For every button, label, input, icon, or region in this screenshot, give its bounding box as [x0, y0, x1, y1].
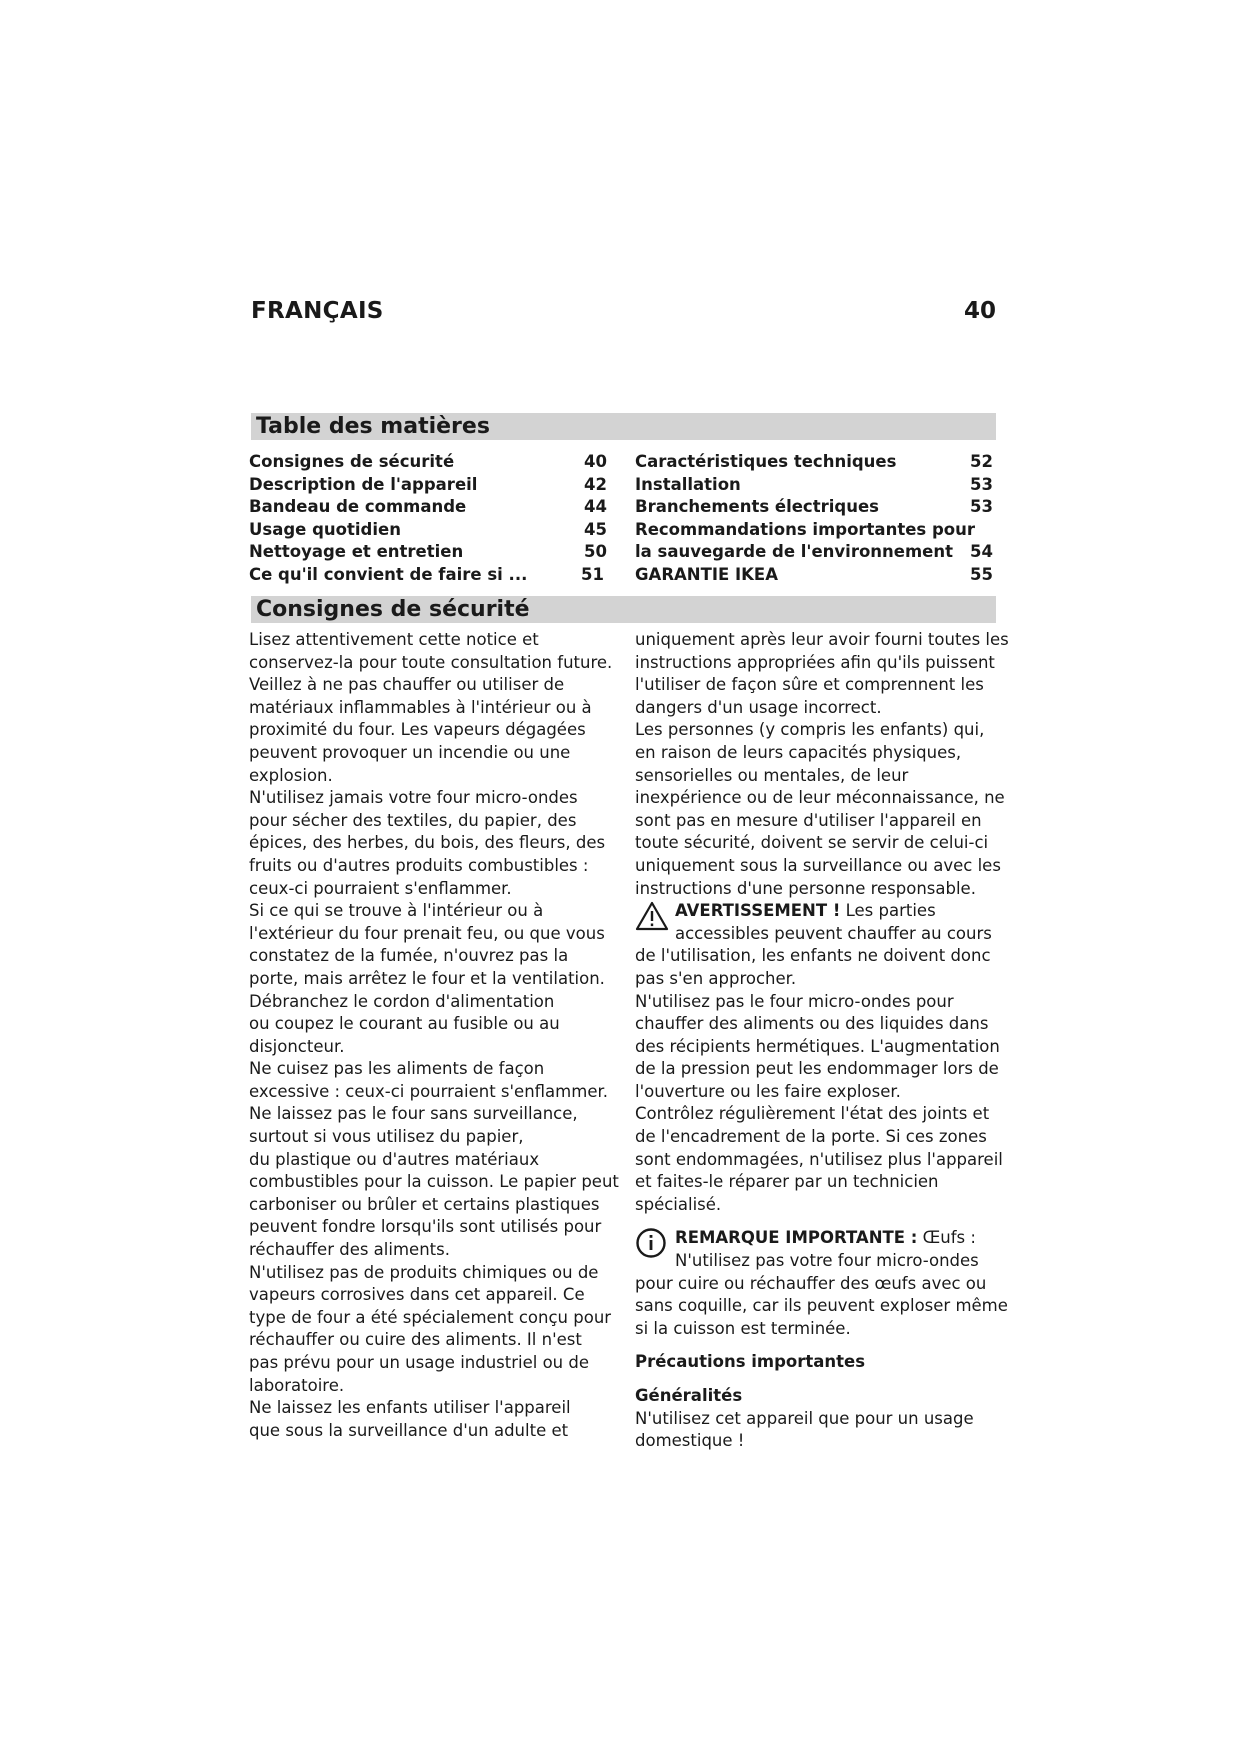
toc-entry[interactable]: Description de l'appareil 42	[249, 474, 607, 497]
text-line: combustibles pour la cuisson. Le papier peut	[249, 1172, 619, 1192]
text-line: Les personnes (y compris les enfants) qui,	[635, 720, 985, 740]
toc-entry[interactable]: Recommandations importantes pour	[635, 519, 975, 539]
text-line: pour sécher des textiles, du papier, des	[249, 810, 577, 830]
text-line: laboratoire.	[249, 1375, 345, 1395]
toc-entry[interactable]: Branchements électriques 53	[635, 496, 993, 519]
text-line: domestique !	[635, 1431, 745, 1451]
toc-entry[interactable]: Usage quotidien 45	[249, 519, 607, 542]
safety-heading-bar	[251, 596, 996, 623]
text-line: l'extérieur du four prenait feu, ou que vous	[249, 923, 605, 943]
text-line: sont endommagées, n'utilisez plus l'appareil	[635, 1149, 1003, 1169]
safety-left-column	[249, 629, 619, 1442]
text-line: toute sécurité, doivent se servir de celui-ci	[635, 833, 989, 853]
text-line: des récipients hermétiques. L'augmentation	[635, 1036, 1000, 1056]
text-line: réchauffer des aliments.	[249, 1240, 450, 1260]
toc-entry[interactable]: Consignes de sécurité 40	[249, 451, 607, 474]
important-line: si la cuisson est terminée.	[635, 1318, 851, 1338]
toc-page: 40	[584, 452, 607, 471]
text-line: proximité du four. Les vapeurs dégagées	[249, 720, 586, 740]
text-line: explosion.	[249, 765, 333, 785]
page-number: 40	[963, 298, 996, 324]
text-line: réchauffer ou cuire des aliments. Il n'est	[249, 1330, 582, 1350]
toc-entry[interactable]: Caractéristiques techniques 52	[635, 451, 993, 474]
toc-page: 52	[970, 452, 993, 471]
toc-page: 50	[584, 542, 607, 562]
toc-page: 55	[970, 564, 993, 584]
text-line: excessive : ceux-ci pourraient s'enflammer.	[249, 1081, 608, 1101]
toc-left-column	[249, 451, 607, 587]
text-line: pas prévu pour un usage industriel ou de	[249, 1353, 589, 1372]
text-line: peuvent provoquer un incendie ou une	[249, 742, 571, 762]
important-notice	[635, 1227, 1008, 1340]
warning-triangle-icon	[635, 901, 669, 938]
text-line: Si ce qui se trouve à l'intérieur ou à	[249, 901, 544, 921]
toc-entry[interactable]: Nettoyage et entretien 50	[249, 541, 607, 564]
text-line: fruits ou d'autres produits combustibles :	[249, 855, 589, 875]
warning-line: de l'utilisation, les enfants ne doivent donc	[635, 946, 991, 966]
text-line: Ne cuisez pas les aliments de façon	[249, 1059, 545, 1079]
text-line: conservez-la pour toute consultation future.	[249, 652, 613, 672]
text-line: N'utilisez cet appareil que pour un usage	[635, 1408, 974, 1428]
text-line: Lisez attentivement cette notice et	[249, 630, 539, 649]
important-line: N'utilisez pas votre four micro-ondes	[675, 1251, 979, 1271]
text-line: ou coupez le courant au fusible ou au	[249, 1014, 560, 1034]
toc-entry[interactable]: Bandeau de commande 44	[249, 496, 607, 519]
warning-line: accessibles peuvent chauffer au cours	[675, 923, 992, 943]
text-line: carboniser ou brûler et certains plastiques	[249, 1194, 600, 1214]
text-line: de l'encadrement de la porte. Si ces zones	[635, 1127, 987, 1147]
text-line: surtout si vous utilisez du papier,	[249, 1127, 524, 1147]
text-line: et faites-le réparer par un technicien	[635, 1172, 939, 1192]
precautions-heading: Précautions importantes	[635, 1352, 866, 1372]
text-line: spécialisé.	[635, 1194, 722, 1214]
text-line: dangers d'un usage incorrect.	[635, 697, 882, 717]
language-title: FRANÇAIS	[251, 298, 384, 324]
toc-entry[interactable]: Installation 53	[635, 474, 993, 497]
toc-page: 42	[584, 474, 607, 494]
text-line: du plastique ou d'autres matériaux	[249, 1149, 540, 1169]
toc-entry[interactable]: Ce qu'il convient de faire si ... 51	[249, 564, 607, 587]
text-line: inexpérience ou de leur méconnaissance, ne	[635, 788, 1005, 808]
toc-heading-bar	[251, 413, 996, 440]
important-line: sans coquille, car ils peuvent exploser même	[635, 1296, 1008, 1316]
toc-title: Table des matières	[256, 414, 490, 439]
text-line: sont pas en mesure d'utiliser l'appareil en	[635, 810, 982, 830]
text-line: que sous la surveillance d'un adulte et	[249, 1420, 569, 1440]
toc-page: 51	[581, 564, 604, 584]
text-line: disjoncteur.	[249, 1036, 345, 1056]
text-line: porte, mais arrêtez le four et la ventilation.	[249, 968, 605, 988]
safety-right-column	[635, 629, 1009, 1453]
important-line: REMARQUE IMPORTANTE : Œufs :	[675, 1228, 976, 1248]
text-line: type de four a été spécialement conçu pour	[249, 1307, 612, 1327]
warning-line: pas s'en approcher.	[635, 968, 797, 988]
toc-right-column	[635, 451, 993, 587]
text-line: constatez de la fumée, n'ouvrez pas la	[249, 946, 569, 966]
text-line: l'utiliser de façon sûre et comprennent les	[635, 675, 984, 695]
text-line: Débranchez le cordon d'alimentation	[249, 991, 555, 1011]
toc-page: 44	[584, 497, 607, 517]
toc-page: 53	[970, 474, 993, 494]
toc-page: 53	[970, 497, 993, 517]
text-line: épices, des herbes, du bois, des fleurs, des	[249, 833, 606, 853]
text-line: chauffer des aliments ou des liquides dans	[635, 1014, 989, 1034]
safety-title: Consignes de sécurité	[256, 597, 530, 622]
text-line: instructions d'une personne responsable.	[635, 878, 976, 898]
text-line: de la pression peut les endommager lors de	[635, 1059, 999, 1079]
text-line: en raison de leurs capacités physiques,	[635, 742, 962, 762]
warning-notice	[635, 900, 997, 990]
text-line: matériaux inflammables à l'intérieur ou à	[249, 697, 592, 717]
text-line: Veillez à ne pas chauffer ou utiliser de	[249, 675, 565, 695]
text-line: sensorielles ou mentales, de leur	[635, 765, 909, 785]
text-line: N'utilisez pas le four micro-ondes pour	[635, 991, 954, 1011]
toc-page: 45	[584, 519, 607, 539]
text-line: N'utilisez jamais votre four micro-ondes	[249, 788, 578, 808]
important-line: pour cuire ou réchauffer des œufs avec ou	[635, 1273, 987, 1293]
toc-entry[interactable]: la sauvegarde de l'environnement 54	[635, 541, 993, 564]
important-label: REMARQUE IMPORTANTE :	[675, 1228, 918, 1248]
text-line: l'ouverture ou les faire exploser.	[635, 1081, 901, 1101]
text-line: peuvent fondre lorsqu'ils sont utilisés pour	[249, 1217, 602, 1237]
text-line: Ne laissez pas le four sans surveillance,	[249, 1104, 578, 1124]
text-line: ceux-ci pourraient s'enflammer.	[249, 878, 512, 898]
text-line: Contrôlez régulièrement l'état des joints et	[635, 1104, 990, 1124]
warning-line: AVERTISSEMENT ! Les parties	[675, 901, 936, 921]
toc-page: 54	[970, 542, 993, 562]
text-line: uniquement sous la surveillance ou avec les	[635, 855, 1001, 875]
info-icon	[635, 1227, 667, 1266]
warning-label: AVERTISSEMENT !	[675, 901, 841, 921]
page-header	[251, 298, 996, 334]
general-heading: Généralités	[635, 1386, 743, 1405]
text-line: vapeurs corrosives dans cet appareil. Ce	[249, 1285, 585, 1305]
toc-entry[interactable]: GARANTIE IKEA 55	[635, 564, 993, 587]
text-line: uniquement après leur avoir fourni toutes les	[635, 630, 1009, 649]
text-line: instructions appropriées afin qu'ils puissent	[635, 652, 995, 672]
text-line: Ne laissez les enfants utiliser l'appareil	[249, 1398, 571, 1418]
text-line: N'utilisez pas de produits chimiques ou de	[249, 1262, 599, 1282]
